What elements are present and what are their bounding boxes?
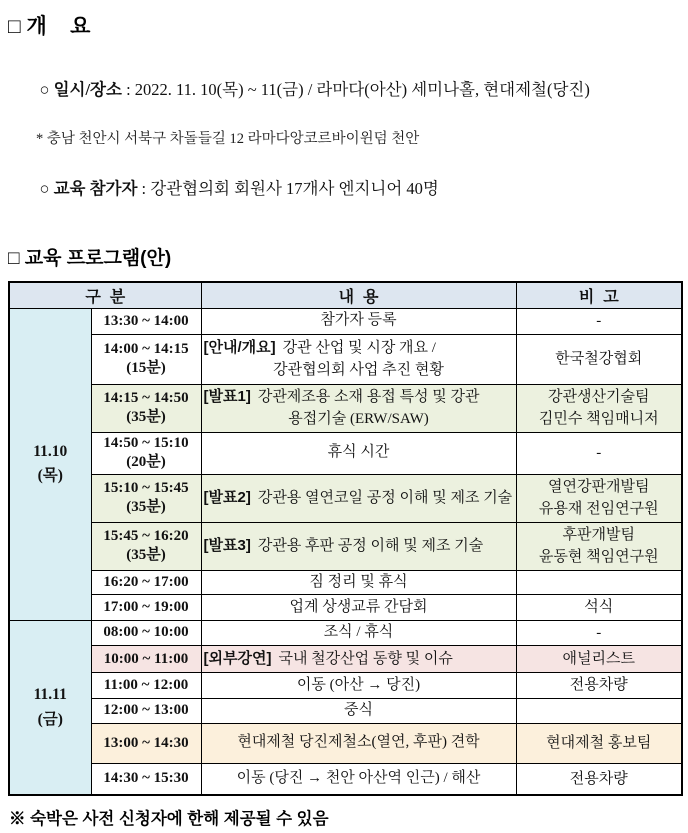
table-header-row	[9, 282, 682, 309]
content-cell	[201, 522, 516, 570]
remark-cell: -	[516, 620, 682, 646]
session-tag: [발표3]	[203, 536, 251, 554]
day-cell-nov10	[9, 309, 91, 621]
event-participants	[23, 155, 681, 219]
time-cell: 14:00 ~ 14:15 (15분)	[91, 334, 201, 384]
column-header-category: 구 분	[9, 282, 201, 309]
content-cell: 현대제철 당진제철소(열연, 후판) 견학	[201, 723, 516, 763]
content-cell: 업계 상생교류 간담회	[201, 595, 516, 621]
overview-section-title: □ 개 요	[8, 15, 91, 38]
time-cell: 15:10 ~ 15:45 (35분)	[91, 474, 201, 522]
time-cell: 08:00 ~ 10:00	[91, 620, 201, 646]
table-row-move-dismissal	[9, 763, 682, 795]
session-tag: [안내/개요]	[203, 338, 276, 356]
remark-cell	[516, 698, 682, 723]
time-cell: 10:00 ~ 11:00	[91, 646, 201, 673]
content-cell: 참가자 등록	[201, 309, 516, 335]
time-cell: 17:00 ~ 19:00	[91, 595, 201, 621]
time-cell: 15:45 ~ 16:20 (35분)	[91, 522, 201, 570]
accommodation-footnote: ※ 숙박은 사전 신청자에 한해 제공될 수 있음	[9, 810, 329, 829]
event-datetime-location	[23, 56, 681, 120]
content-cell	[201, 646, 516, 673]
remark-cell	[516, 474, 682, 522]
content-cell: 이동 (당진 → 천안 아산역 인근) / 해산	[201, 763, 516, 795]
table-row-intro-overview	[9, 334, 682, 384]
venue-address-note: * 충남 천안시 서북구 차돌들길 12 라마다앙코르바이윈덤 천안	[36, 131, 420, 147]
table-row-presentation2	[9, 474, 682, 522]
time-cell: 13:30 ~ 14:00	[91, 309, 201, 335]
time-cell: 16:20 ~ 17:00	[91, 570, 201, 595]
remark-team: 후판개발팀	[562, 526, 635, 543]
table-row-registration	[9, 309, 682, 335]
remark-cell: 전용차량	[516, 673, 682, 699]
table-row-lunch	[9, 698, 682, 723]
content-cell: 중식	[201, 698, 516, 723]
column-header-remarks: 비 고	[516, 282, 682, 309]
remark-cell	[516, 522, 682, 570]
time-cell: 11:00 ~ 12:00	[91, 673, 201, 699]
day-cell-nov11	[9, 620, 91, 795]
remark-cell: 한국철강협회	[516, 334, 682, 384]
remark-team: 열연강판개발팀	[548, 478, 650, 495]
remark-cell: 석식	[516, 595, 682, 621]
table-row-break	[9, 432, 682, 474]
session-tag: [외부강연]	[203, 649, 272, 667]
table-row-packing	[9, 570, 682, 595]
table-row-presentation1	[9, 384, 682, 432]
content-cell	[201, 334, 516, 384]
remark-person: 윤동현 책임연구원	[538, 549, 659, 565]
content-cell: 짐 정리 및 휴식	[201, 570, 516, 595]
table-row-external-lecture	[9, 646, 682, 673]
datetime-location-label: ○ 일시/장소	[39, 80, 122, 99]
day-weekday: (목)	[37, 467, 63, 485]
program-section-title: □ 교육 프로그램(안)	[8, 248, 172, 269]
day-date: 11.10	[33, 443, 68, 461]
remark-person: 김민수 책임매니저	[538, 411, 659, 427]
remark-cell	[516, 570, 682, 595]
time-cell: 14:30 ~ 15:30	[91, 763, 201, 795]
session-title: 강관 산업 및 시장 개요 /	[282, 339, 436, 356]
remark-cell: -	[516, 432, 682, 474]
remark-cell: -	[516, 309, 682, 335]
remark-cell: 현대제철 홍보팀	[516, 723, 682, 763]
time-cell: 13:00 ~ 14:30	[91, 723, 201, 763]
column-header-content: 내 용	[201, 282, 516, 309]
day-weekday: (금)	[37, 710, 63, 728]
table-row-steelworks-tour	[9, 723, 682, 763]
participants-value: : 강관협의회 회원사 17개사 엔지니어 40명	[137, 179, 439, 198]
session-tag: [발표1]	[203, 387, 251, 405]
session-title-line2: 강관협의회 사업 추진 현황	[273, 361, 444, 378]
content-cell: 이동 (아산 → 당진)	[201, 673, 516, 699]
session-title: 강관용 열연코일 공정 이해 및 제조 기술	[257, 489, 513, 506]
table-row-move-asan-dangjin	[9, 673, 682, 699]
remark-cell	[516, 384, 682, 432]
time-cell: 14:50 ~ 15:10 (20분)	[91, 432, 201, 474]
content-cell: 휴식 시간	[201, 432, 516, 474]
session-tag: [발표2]	[203, 488, 251, 506]
table-row-breakfast	[9, 620, 682, 646]
time-cell: 14:15 ~ 14:50 (35분)	[91, 384, 201, 432]
session-title-line2: 용접기술 (ERW/SAW)	[288, 410, 429, 427]
day-date: 11.11	[33, 686, 67, 704]
session-title: 강관제조용 소재 용접 특성 및 강관	[257, 388, 480, 405]
datetime-location-value: : 2022. 11. 10(목) ~ 11(금) / 라마다(아산) 세미나홀, 현대제철(당진)	[121, 80, 590, 99]
content-cell	[201, 474, 516, 522]
content-cell: 조식 / 휴식	[201, 620, 516, 646]
session-title: 국내 철강산업 동향 및 이슈	[278, 650, 453, 667]
remark-cell: 애널리스트	[516, 646, 682, 673]
time-cell: 12:00 ~ 13:00	[91, 698, 201, 723]
content-cell	[201, 384, 516, 432]
remark-team: 강관생산기술팀	[548, 388, 650, 405]
table-row-presentation3	[9, 522, 682, 570]
program-schedule-table	[8, 281, 683, 796]
session-title: 강관용 후판 공정 이해 및 제조 기술	[257, 537, 484, 554]
remark-cell: 전용차량	[516, 763, 682, 795]
table-row-networking	[9, 595, 682, 621]
participants-label: ○ 교육 참가자	[39, 179, 138, 198]
remark-person: 유용재 전임연구원	[538, 501, 659, 517]
